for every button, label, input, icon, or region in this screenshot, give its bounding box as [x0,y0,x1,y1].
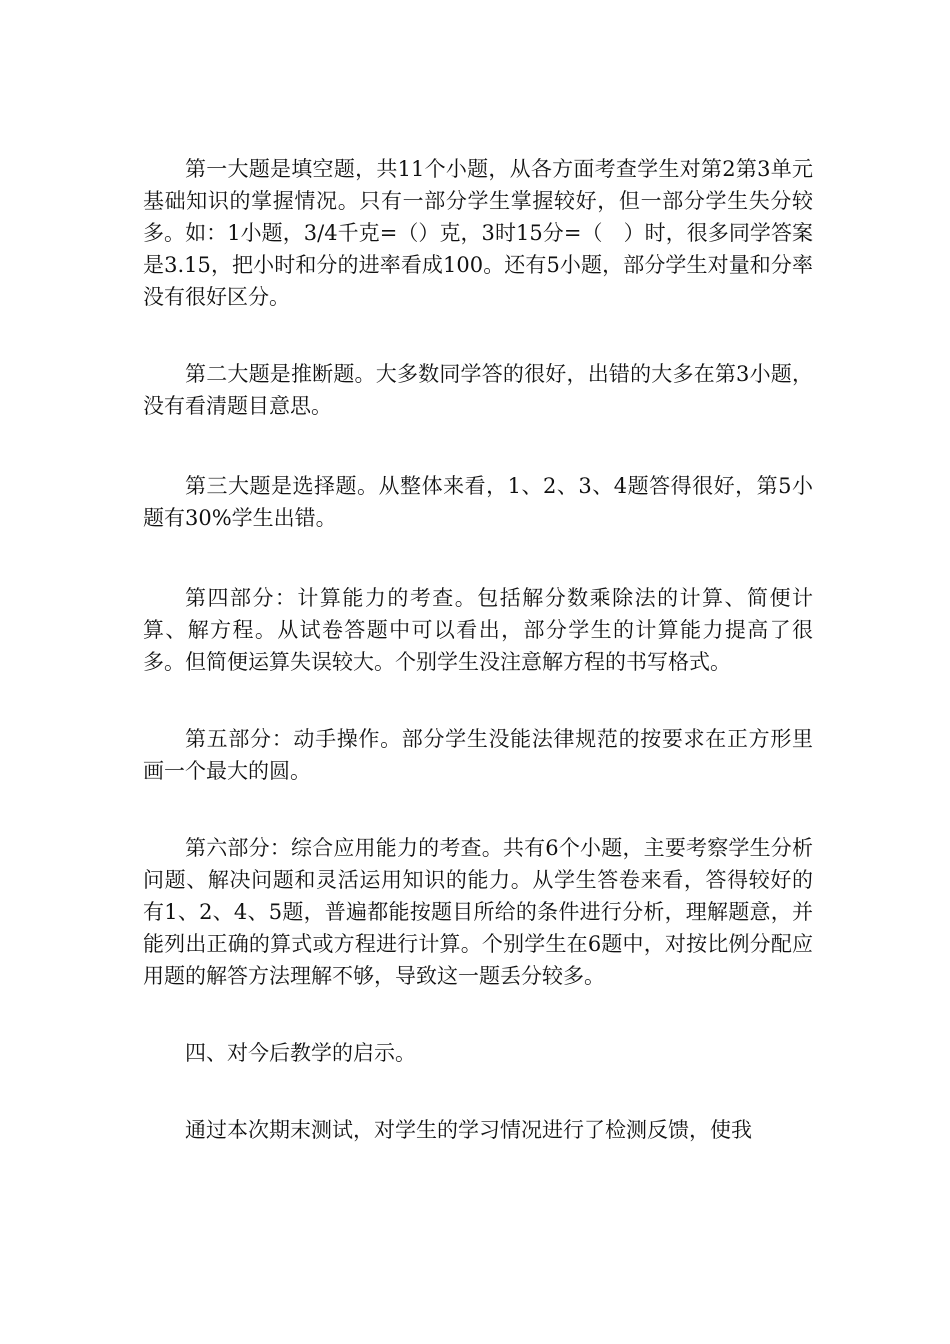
paragraph-application: 第六部分：综合应用能力的考查。共有6个小题，主要考察学生分析问题、解决问题和灵活运用知识的能力。从学生答卷来看，答得较好的有1、2、4、5题，普遍都能按题目所给的条件进行分析，理解题意，并能列出正确的算式或方程进行计算。个别学生在6题中，对按比例分配应用题的解答方法理解不够，导致这一题丢分较多。 [143,836,813,988]
document-page [143,153,813,1191]
paragraph-judgment: 第二大题是推断题。大多数同学答的很好，出错的大多在第3小题，没有看清题目意思。 [143,362,813,418]
paragraph-fill-in-blank: 第一大题是填空题，共11个小题，从各方面考查学生对第2第3单元基础知识的掌握情况。只有一部分学生掌握较好，但一部分学生失分较多。如：1小题，3/4千克=（）克，3时15分=（ ）时，很多同学答案是3.15，把小时和分的进率看成100。还有5小题，部分学生对量和分率没有很好区分。 [143,157,813,309]
section-heading-teaching-insights: 四、对今后教学的启示。 [185,1041,416,1065]
paragraph-conclusion: 通过本次期末测试，对学生的学习情况进行了检测反馈，使我 [185,1118,752,1142]
paragraph-multiple-choice: 第三大题是选择题。从整体来看，1、2、3、4题答得很好，第5小题有30%学生出错。 [143,474,813,530]
paragraph-hands-on: 第五部分：动手操作。部分学生没能法律规范的按要求在正方形里画一个最大的圆。 [143,727,813,783]
paragraph-calculation: 第四部分：计算能力的考查。包括解分数乘除法的计算、简便计算、解方程。从试卷答题中可以看出，部分学生的计算能力提高了很多。但简便运算失误较大。个别学生没注意解方程的书写格式。 [143,586,813,674]
